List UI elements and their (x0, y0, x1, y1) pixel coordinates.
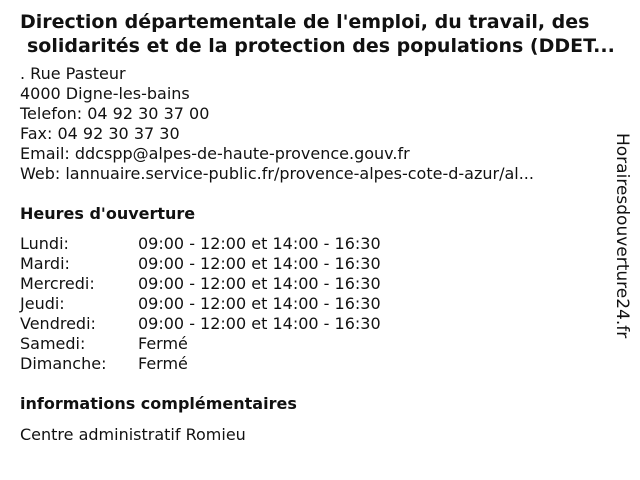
day-time: 09:00 - 12:00 et 14:00 - 16:30 (138, 314, 381, 333)
contact-block (20, 64, 534, 184)
hours-heading: Heures d'ouverture (20, 204, 196, 223)
brand-label: Horairesdouverture24.fr (612, 133, 632, 339)
info-heading: informations complémentaires (20, 394, 297, 413)
hours-row (20, 314, 381, 334)
info-text: Centre administratif Romieu (20, 425, 246, 444)
title-line-1: Direction départementale de l'emploi, du travail, des (20, 11, 590, 33)
hours-row (20, 354, 381, 374)
day-label: Mercredi: (20, 274, 95, 293)
hours-row (20, 334, 381, 354)
hours-row (20, 274, 381, 294)
email-line: Email: ddcspp@alpes-de-haute-provence.gouv.fr (20, 144, 410, 163)
hours-row (20, 254, 381, 274)
day-time: Fermé (138, 334, 188, 353)
day-label: Mardi: (20, 254, 70, 273)
page-title (20, 10, 620, 58)
street-address: . Rue Pasteur (20, 64, 126, 83)
hours-row (20, 294, 381, 314)
brand-watermark (607, 133, 639, 345)
city-address: 4000 Digne-les-bains (20, 84, 190, 103)
day-time: 09:00 - 12:00 et 14:00 - 16:30 (138, 274, 381, 293)
hours-row (20, 234, 381, 254)
day-time: 09:00 - 12:00 et 14:00 - 16:30 (138, 254, 381, 273)
fax-line: Fax: 04 92 30 37 30 (20, 124, 180, 143)
day-time: 09:00 - 12:00 et 14:00 - 16:30 (138, 234, 381, 253)
web-link[interactable]: Web: lannuaire.service-public.fr/provence-alpes-cote-d-azur/al... (20, 164, 534, 183)
telefon-line: Telefon: 04 92 30 37 00 (20, 104, 210, 123)
day-label: Dimanche: (20, 354, 107, 373)
day-label: Samedi: (20, 334, 86, 353)
day-label: Vendredi: (20, 314, 96, 333)
day-time: 09:00 - 12:00 et 14:00 - 16:30 (138, 294, 381, 313)
hours-table (20, 234, 381, 374)
day-label: Jeudi: (20, 294, 65, 313)
title-line-2: solidarités et de la protection des populations (DDET... (27, 35, 615, 57)
day-label: Lundi: (20, 234, 69, 253)
day-time: Fermé (138, 354, 188, 373)
